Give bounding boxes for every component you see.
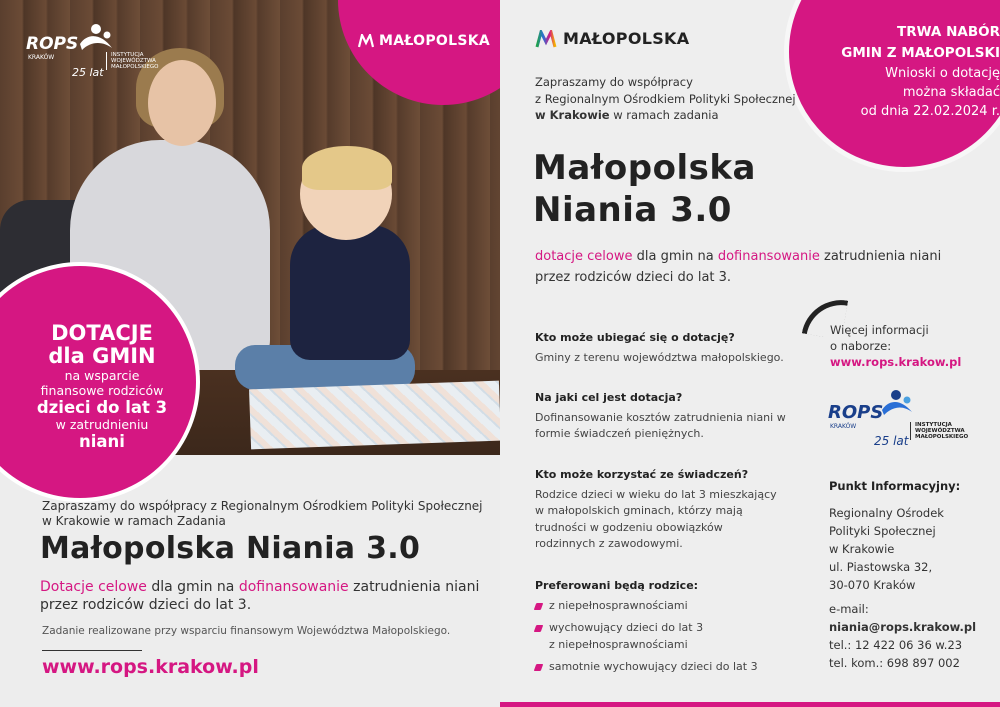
program-description: dotacje celowe dla gmin na dofinansowanie zatrudnienia niani przez rodziców dzieci do lat 3.	[535, 249, 942, 285]
qa-purpose: Na jaki cel jest dotacja? Dofinansowanie kosztów zatrudnienia niani w formie świadczeń pieniężnych.	[535, 391, 786, 440]
program-description: Dotacje celowe dla gmin na dofinansowanie zatrudnienia niani przez rodziców dzieci do lat 3.	[40, 579, 480, 613]
qa-beneficiaries: Kto może korzystać ze świadczeń? Rodzice dzieci w wieku do lat 3 mieszkający w małopolskich gminach, którzy mają trudności w godzeniu obowiązków rodzinnych z zawodowymi.	[535, 468, 777, 550]
contact-info: e-mail: niania@rops.krakow.pl tel.: 12 422 06 36 w.23 tel. kom.: 698 897 002	[829, 600, 994, 672]
list-item: samotnie wychowujący dzieci do lat 3	[535, 659, 805, 676]
bottom-accent-bar	[500, 702, 1000, 707]
malopolska-logo: MAŁOPOLSKA	[358, 33, 490, 49]
malopolska-m-icon	[535, 30, 557, 48]
malopolska-logo: MAŁOPOLSKA	[535, 29, 689, 48]
recruitment-circle-text: TRWA NABÓR GMIN Z MAŁOPOLSKI Wnioski o dotację można składać od dnia 22.02.2024 r.	[841, 24, 1000, 119]
information-point: Punkt Informacyjny: Regionalny Ośrodek Polityki Społecznej w Krakowie ul. Piastowska 32, 30-070 Kraków	[829, 479, 961, 592]
map-on-floor	[249, 381, 500, 450]
phone-number: tel.: 12 422 06 36 w.23	[829, 638, 963, 652]
invitation-text: Zapraszamy do współpracy z Regionalnym Ośrodkiem Polityki Społecznej w Krakowie w ramach Zadania	[42, 499, 483, 528]
mobile-number: tel. kom.: 698 897 002	[829, 656, 960, 670]
rops-figure-icon	[880, 388, 914, 420]
divider	[42, 650, 142, 651]
rops-logo: ROPS KRAKÓW 25 lat INSTYTUCJA WOJEWÓDZTWA MAŁOPOLSKIEGO	[26, 22, 166, 82]
program-title: Małopolska Niania 3.0	[40, 531, 421, 566]
qa-eligibility: Kto może ubiegać się o dotację? Gminy z terenu województwa małopolskiego.	[535, 331, 784, 364]
invitation-text: Zapraszamy do współpracy z Regionalnym Ośrodkiem Polityki Społecznej w Krakowie w ramach zadania	[535, 75, 796, 122]
preferred-list	[535, 598, 805, 676]
rops-figure-icon	[76, 22, 116, 56]
rops-logo: ROPS KRAKÓW 25 lat INSTYTUCJA WOJEWÓDZTWA MAŁOPOLSKIEGO	[828, 388, 978, 448]
website-link[interactable]: www.rops.krakow.pl	[42, 656, 259, 678]
right-flyer-page	[500, 0, 1000, 707]
list-item: z niepełnosprawnościami	[535, 598, 805, 615]
grants-circle-text: DOTACJE dla GMIN na wsparcie finansowe rodziców dzieci do lat 3 w zatrudnieniu niani	[36, 321, 168, 451]
funding-note: Zadanie realizowane przy wsparciu finansowym Województwa Małopolskiego.	[42, 625, 451, 637]
email-link[interactable]: niania@rops.krakow.pl	[829, 620, 977, 634]
preferred-parents: Preferowani będą rodzice: z niepełnosprawnościami wychowujący dzieci do lat 3 z niepełnosprawnościami samotnie wychowujący dzieci do lat 3	[535, 578, 805, 682]
more-info: Więcej informacji o naborze: www.rops.krakow.pl	[830, 322, 990, 370]
website-link[interactable]: www.rops.krakow.pl	[830, 355, 962, 369]
list-item: wychowujący dzieci do lat 3 z niepełnosprawnościami	[535, 620, 705, 653]
program-title: Małopolska Niania 3.0	[533, 148, 756, 230]
malopolska-m-icon	[358, 34, 374, 48]
